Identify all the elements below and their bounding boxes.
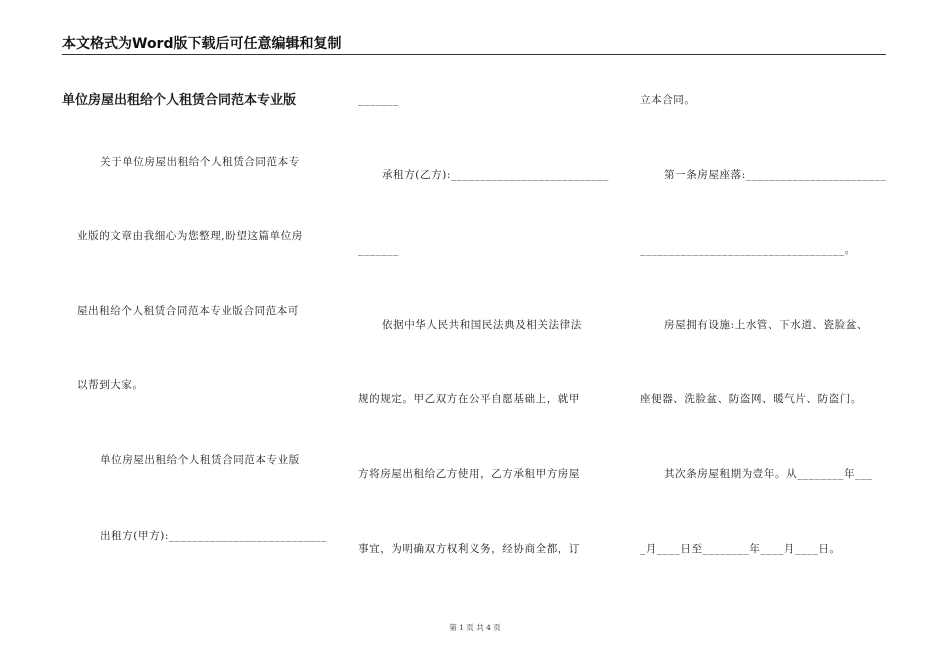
header-text: 本文格式为Word版下载后可任意编辑和复制 [62,36,342,52]
paragraph-line: 关于单位房屋出租给个人租赁合同范本专 [100,156,300,168]
paragraph-line: 依据中华人民共和国民法典及相关法律法 [382,319,582,331]
paragraph-line: 单位房屋出租给个人租赁合同范本专业版 [100,454,300,466]
paragraph-line: 规的规定。甲乙双方在公平自愿基础上，就甲 [358,393,580,405]
paragraph-line: 立本合同。 [640,94,696,106]
paragraph-line: 第一条房屋座落:________________________ [664,169,887,181]
paragraph-line: 出租方(甲方):___________________________ [100,530,327,542]
paragraph-line: 座便器、洗脸盆、防盗网、暖气片、防盗门。 [640,393,862,405]
paragraph-line: 房屋拥有设施:上水管、下水道、瓷脸盆、 [664,319,868,331]
paragraph-line: 以帮到大家。 [77,379,144,391]
paragraph-line: 事宜，为明确双方权利义务，经协商全都，订 [358,543,580,555]
document-header [62,36,886,55]
paragraph-line: ___________________________________。 [640,244,856,256]
paragraph-line: _______ [358,244,399,256]
paragraph-line: 屋出租给个人租赁合同范本专业版合同范本可 [77,305,299,317]
paragraph-line: 方将房屋出租给乙方使用，乙方承租甲方房屋 [358,468,580,480]
document-title: 单位房屋出租给个人租赁合同范本专业版 [62,93,297,108]
paragraph-line: 其次条房屋租期为壹年。从________年___ [664,468,873,480]
paragraph-line: 承租方(乙方):___________________________ [382,169,609,181]
paragraph-line: _______ [358,94,399,106]
paragraph-line: _月____日至________年____月____日。 [640,543,841,555]
paragraph-line: 业版的文章由我细心为您整理,盼望这篇单位房 [77,230,303,242]
page-number: 第 1 页 共 4 页 [449,623,501,632]
